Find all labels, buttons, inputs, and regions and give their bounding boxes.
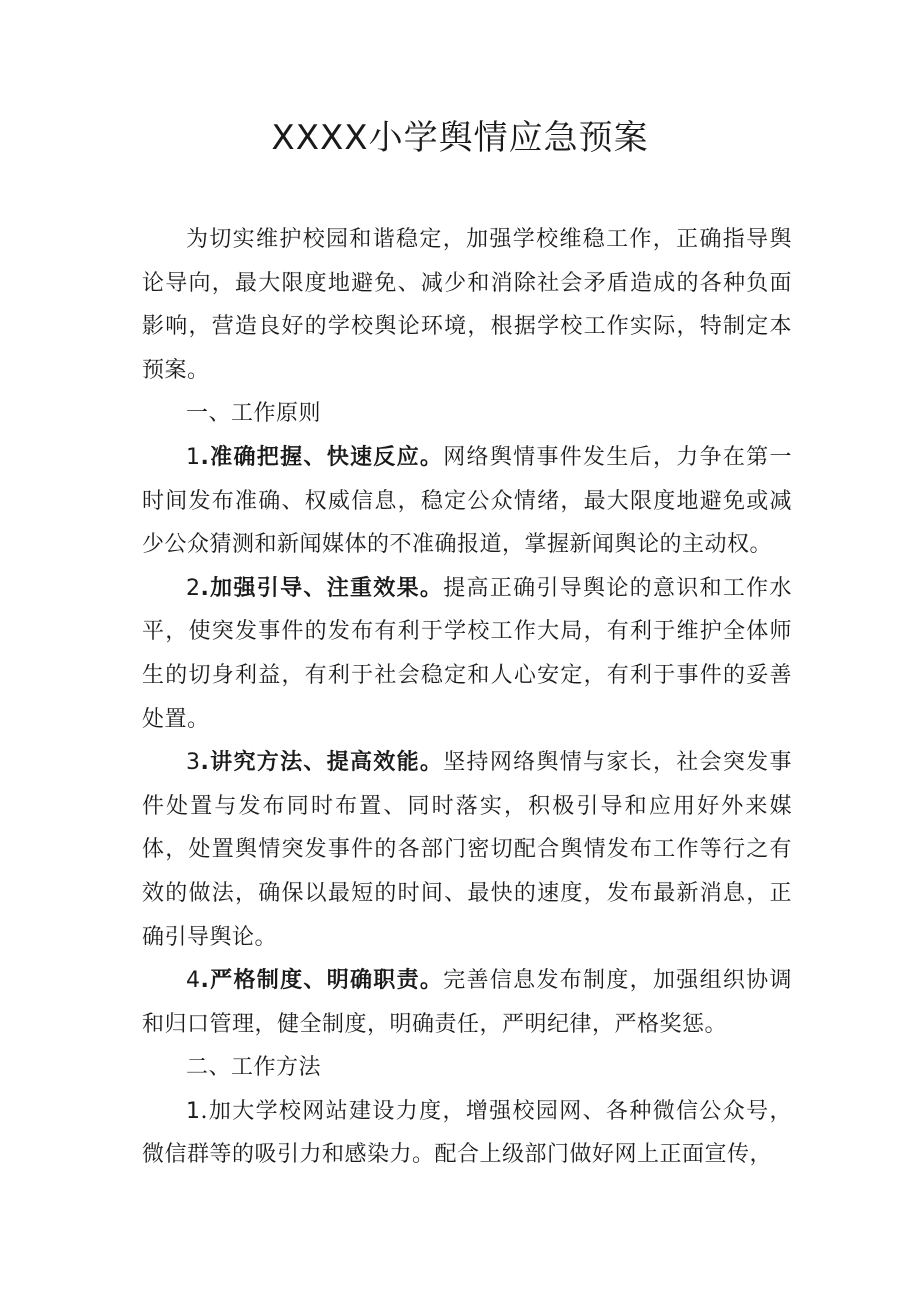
principle-number: 1 <box>186 444 201 470</box>
principle-text: 坚持网络舆情与家长，社会突发事件处置与发布同时布置、同时落实，积极引导和应用好外来媒体，处置舆情突发事件的各部门密切配合舆情发布工作等行之有效的做法，确保以最短的时间、最快的速度，发布最新消息，正确引导舆论。 <box>142 750 792 950</box>
method-number: 1 <box>186 1098 201 1124</box>
principle-text: 完善信息发布制度，加强组织协调和归口管理，健全制度，明确责任，严明纪律，严格奖惩。 <box>142 968 792 1037</box>
intro-paragraph: 为切实维护校园和谐稳定，加强学校维稳工作，正确指导舆论导向，最大限度地避免、减少和消除社会矛盾造成的各种负面影响，营造良好的学校舆论环境，根据学校工作实际，特制定本预案。 <box>142 227 792 383</box>
principle-number: 2 <box>186 575 201 601</box>
principle-paragraph-2 <box>142 567 792 741</box>
principle-number: 4 <box>186 968 201 994</box>
method-text: .加大学校网站建设力度，增强校园网、各种微信公众号，微信群等的吸引力和感染力。配合上级部门做好网上正面宣传， <box>142 1098 792 1168</box>
principle-text: 网络舆情事件发生后，力争在第一时间发布准确、权威信息，稳定公众情绪，最大限度地避免或减少公众猜测和新闻媒体的不准确报道，掌握新闻舆论的主动权。 <box>142 444 792 558</box>
principle-paragraph-1 <box>142 436 792 567</box>
principle-text: 提高正确引导舆论的意识和工作水平，使突发事件的发布有利于学校工作大局，有利于维护全体师生的切身利益，有利于社会稳定和人心安定，有利于事件的妥善处置。 <box>142 575 792 732</box>
document-title: XXXX小学舆情应急预案 <box>271 118 649 158</box>
principle-lead: .严格制度、明确职责。 <box>200 968 444 994</box>
principle-number: 3 <box>186 750 201 776</box>
section-heading-methods: 二、工作方法 <box>186 1055 322 1081</box>
principle-lead: .加强引导、注重效果。 <box>200 575 444 601</box>
principle-lead: .准确把握、快速反应。 <box>200 444 444 470</box>
section-heading-principles: 一、工作原则 <box>186 401 322 427</box>
document-body <box>142 218 792 1177</box>
method-paragraph-1 <box>142 1090 792 1177</box>
principle-paragraph-3 <box>142 741 792 959</box>
principle-lead: .讲究方法、提高效能。 <box>200 750 444 776</box>
principle-paragraph-4 <box>142 959 792 1046</box>
